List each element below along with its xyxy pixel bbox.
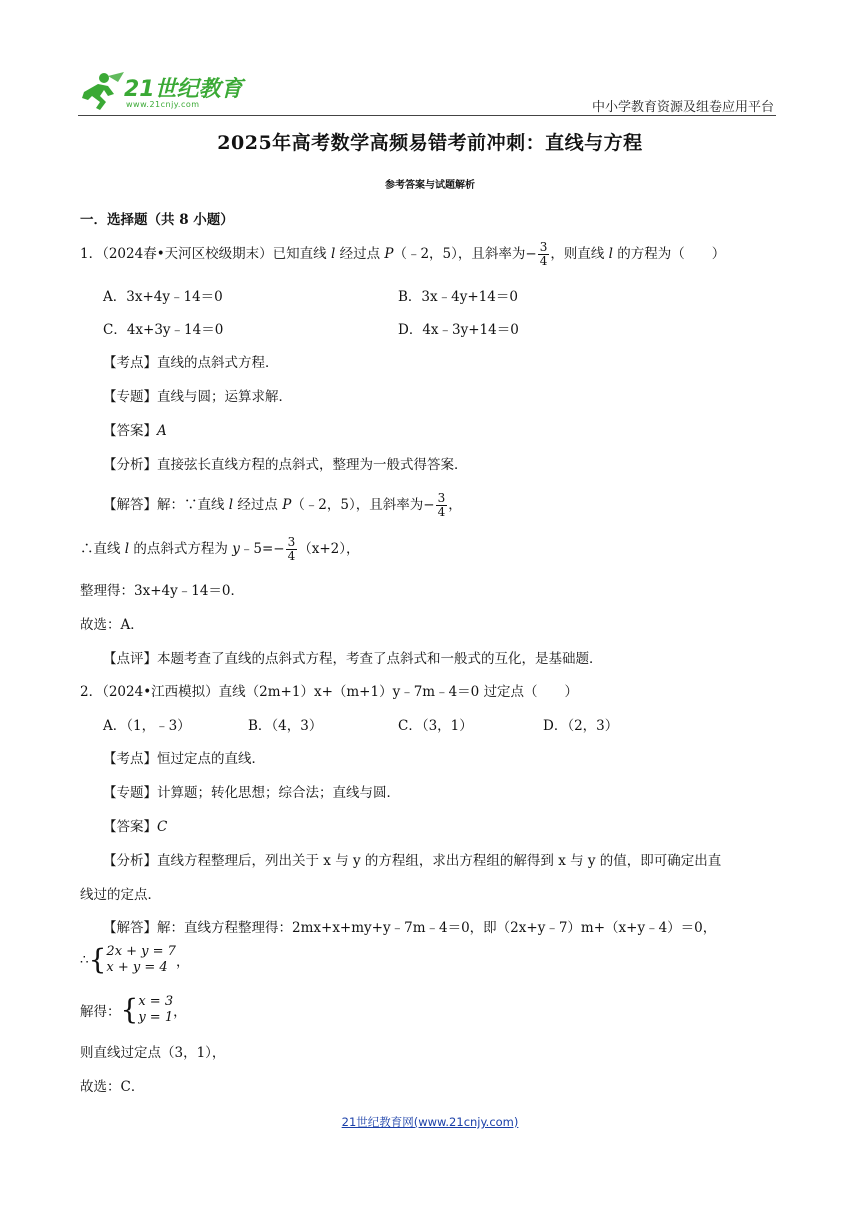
line-part: 的点斜式方程为 [129, 541, 233, 557]
line-part: ∴直线 [80, 541, 125, 557]
q1-option-c: C．4x+3y﹣14＝0 [103, 322, 224, 338]
q2-kaodian: 【考点】恒过定点的直线． [103, 751, 265, 767]
q1-stem-part: 的方程为（ ） [612, 246, 726, 262]
brace-icon: { [88, 943, 107, 976]
line-part: 解得： [80, 1004, 121, 1020]
site-logo [78, 70, 248, 112]
q1-jieda [103, 492, 462, 519]
page-title: 2025年高考数学高频易错考前冲刺：直线与方程 [217, 132, 643, 154]
q1-option-b: B．3x﹣4y+14＝0 [398, 289, 518, 305]
q2-zhuanti: 【专题】计算题；转化思想；综合法；直线与圆． [103, 785, 400, 801]
q1-simplified: 整理得：3x+4y﹣14＝0． [80, 583, 244, 599]
q1-answer [103, 419, 167, 439]
q1-stem [80, 241, 725, 268]
jieda-part: （﹣2，5），且斜率为− [291, 497, 435, 513]
header-platform-text: 中小学教育资源及组卷应用平台 [591, 100, 774, 115]
header-divider [78, 115, 776, 116]
equation-row: x = 3 [138, 994, 174, 1009]
q1-fenxi: 【分析】直接弦长直线方程的点斜式，整理为一般式得答案． [103, 457, 468, 473]
q1-kaodian: 【考点】直线的点斜式方程． [103, 355, 279, 371]
q2-option-b: B．（4，3） [248, 718, 323, 734]
q1-var-l: l [608, 246, 613, 262]
fraction-denominator: 4 [539, 254, 548, 268]
equation-system [138, 994, 173, 1026]
q1-slope-fraction [286, 536, 298, 563]
q1-var-l: l [124, 541, 130, 557]
q1-stem-part: （﹣2，5），且斜率为− [393, 246, 537, 262]
q1-choice: 故选：A． [80, 617, 144, 633]
q1-dianping: 【点评】本题考查了直线的点斜式方程，考查了点斜式和一般式的互化，是基础题． [103, 651, 603, 667]
q1-option-a: A．3x+4y﹣14＝0 [103, 289, 223, 305]
q1-slope-fraction [538, 241, 550, 268]
equation-row: 2x + y = 7 [106, 944, 176, 959]
equation-row: y = 1 [138, 1010, 174, 1025]
q1-slope-fraction [436, 492, 448, 519]
answer-label: 【答案】 [103, 423, 157, 439]
jieda-part: ， [448, 497, 462, 513]
logo-url: www.21cnjy.com [126, 100, 200, 109]
jieda-part: 【解答】解：∵直线 [103, 497, 229, 513]
q1-var-l: l [228, 497, 234, 513]
q2-stem: 2．（2024•江西模拟）直线（2m+1）x+（m+1）y﹣7m﹣4＝0 过定点（ ） [80, 684, 579, 700]
q2-jieda: 【解答】解：直线方程整理得：2mx+x+my+y﹣7m﹣4＝0，即（2x+y﹣7）m+（x+y﹣4）＝0， [103, 920, 717, 936]
line-part: （x+2）， [298, 541, 360, 557]
fraction-numerator: 3 [287, 535, 296, 549]
fraction-denominator: 4 [287, 549, 296, 563]
q1-zhuanti: 【专题】直线与圆；运算求解． [103, 389, 292, 405]
q2-option-a: A．（1，﹣3） [103, 718, 191, 734]
q2-system-2 [80, 994, 187, 1026]
fraction-numerator: 3 [437, 491, 446, 505]
q2-fixed-point: 则直线过定点（3，1）， [80, 1045, 226, 1061]
page-subtitle: 参考答案与试题解析 [385, 180, 475, 191]
fraction-denominator: 4 [437, 505, 446, 519]
q1-stem-part: 经过点 [335, 246, 385, 262]
line-part: ﹣5=− [239, 541, 285, 557]
q2-option-d: D．（2，3） [543, 718, 619, 734]
q1-stem-part: 1．（2024春•天河区校级期末）已知直线 [80, 246, 331, 262]
logo-text: 21世纪教育 [124, 77, 243, 102]
answer-value: C [157, 819, 168, 835]
q2-fenxi-2: 线过的定点． [80, 887, 161, 903]
jieda-part: 经过点 [233, 497, 283, 513]
section-heading: 一．选择题（共 8 小题） [80, 212, 234, 228]
answer-label: 【答案】 [103, 819, 157, 835]
equation-row: x + y = 4 [106, 960, 168, 975]
fraction-numerator: 3 [539, 240, 548, 254]
answer-value: A [157, 423, 167, 439]
equation-system [106, 944, 176, 976]
q1-stem-part: ，则直线 [550, 246, 609, 262]
var-y: y [232, 541, 240, 557]
q1-point-slope-line [80, 536, 359, 563]
q2-fenxi-1: 【分析】直线方程整理后，列出关于 x 与 y 的方程组，求出方程组的解得到 x 与 y 的值，即可确定出直 [103, 853, 722, 869]
footer-link[interactable]: 21世纪教育网(www.21cnjy.com) [341, 1115, 519, 1129]
line-part: ， [173, 1004, 187, 1020]
therefore-symbol: ∴ [80, 952, 89, 968]
q2-system-1 [80, 944, 189, 976]
q1-var-p: P [282, 497, 292, 513]
q2-answer [103, 815, 167, 835]
q2-option-c: C．（3，1） [398, 718, 473, 734]
line-part: ， [175, 954, 190, 970]
q1-option-d: D．4x﹣3y+14＝0 [398, 322, 519, 338]
brace-icon: { [120, 993, 139, 1026]
q1-var-l: l [330, 246, 336, 262]
q1-var-p: P [384, 246, 394, 262]
q2-choice: 故选：C． [80, 1079, 145, 1095]
